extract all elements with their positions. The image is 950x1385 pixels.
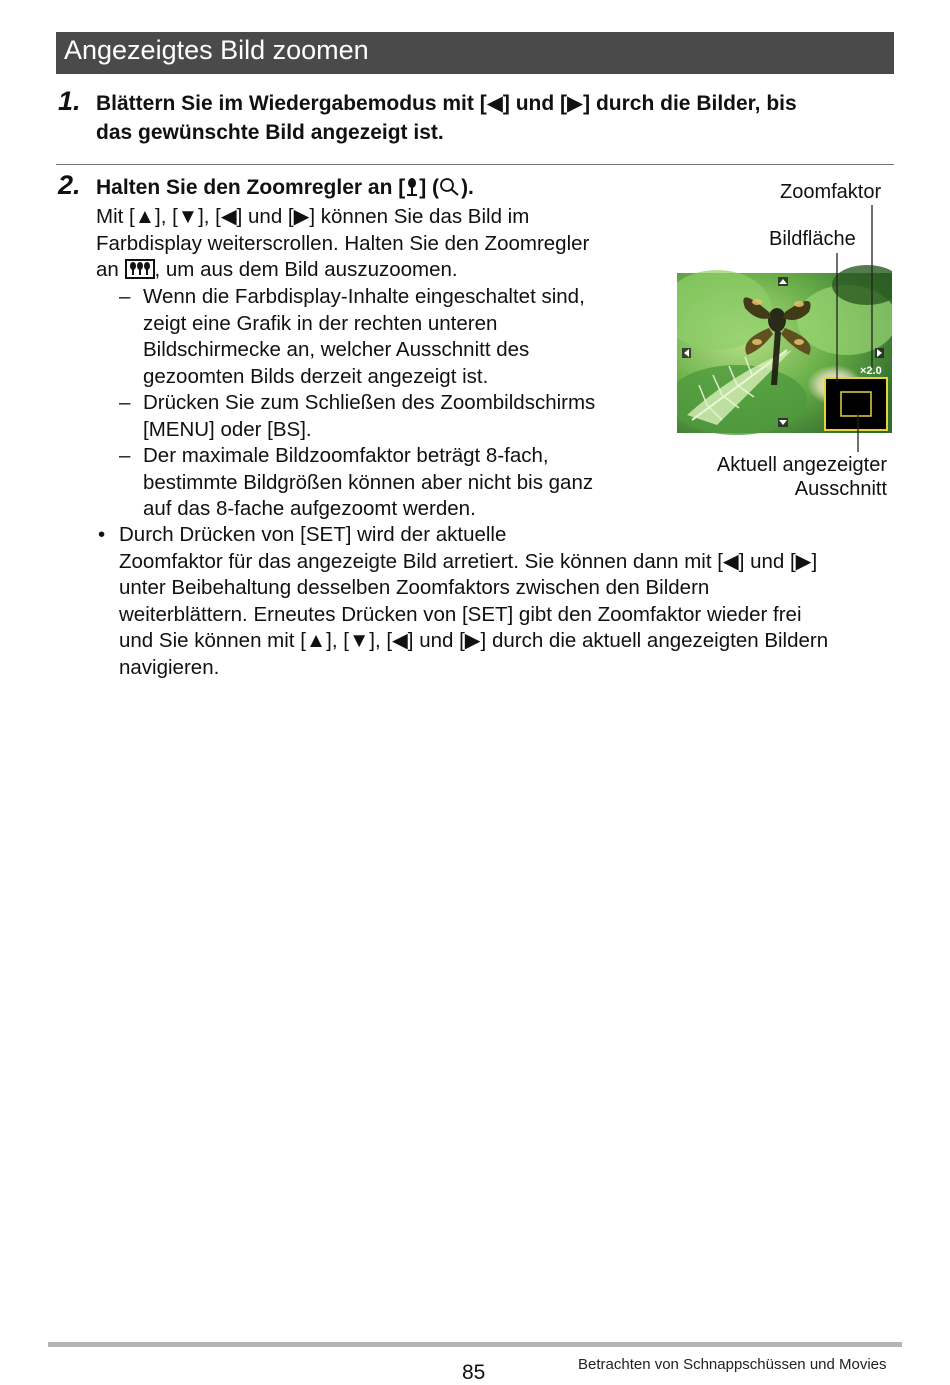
body-line: Farbdisplay weiterscrollen. Halten Sie den Zoomregler [96, 231, 590, 255]
zoom-screen-figure [677, 200, 892, 465]
step-2-body [96, 204, 656, 287]
dash-list-item: – Wenn die Farbdisplay-Inhalte eingeschaltet sind, zeigt eine Grafik in der rechten unteren Bildschirmecke an, welcher Ausschnitt des gezoomten Bilds derzeit angezeigt ist. [119, 285, 585, 388]
zoom-in-tele-icon [405, 176, 419, 205]
footer-rule [48, 1342, 902, 1347]
step-1-line-1: Blättern Sie im Wiedergabemodus mit [◀] und [▶] durch die Bilder, bis [96, 92, 797, 115]
step-2-number: 2. [58, 170, 81, 200]
body-line: Mit [▲], [▼], [◀] und [▶] können Sie das Bild im [96, 205, 530, 228]
zoom-factor-readout: ×2.0 [860, 365, 882, 377]
step-1-line-2: das gewünschte Bild angezeigt ist. [96, 121, 444, 144]
label-bildflaeche: Bildfläche [769, 228, 856, 250]
label-zoomfaktor: Zoomfaktor [780, 181, 882, 203]
body-line: an , um aus dem Bild auszuzoomen. [96, 257, 656, 287]
step-1-number: 1. [58, 86, 81, 116]
page-number: 85 [462, 1361, 486, 1384]
zoom-out-wide-icon [125, 259, 155, 287]
dash-list-item: – Drücken Sie zum Schließen des Zoombildschirms [MENU] oder [BS]. [119, 391, 596, 441]
current-section-frame [841, 392, 871, 416]
magnifier-icon [439, 176, 461, 205]
dash-list-item: – Der maximale Bildzoomfaktor beträgt 8-fach, bestimmte Bildgrößen können aber nicht bis ganz auf das 8-fache aufgezoomt werden. [119, 444, 594, 520]
step-2-heading: Halten Sie den Zoomregler an [ ] ( ). [96, 173, 474, 205]
bullet-list-item: • Durch Drücken von [SET] wird der aktuelle Zoomfaktor für das angezeigte Bild arretiert. Sie können dann mit [◀] und [▶] unter Beibehaltung desselben Zoomfaktors zwischen den Bildern weiterblättern. Erneutes Drücken von [SET] gibt den Zoomfaktor wieder frei und Sie können mit [▲], [▼], [◀] und [▶] durch die aktuell angezeigten Bildern navigieren. [98, 523, 829, 679]
step-divider [56, 164, 894, 165]
section-title: Angezeigtes Bild zoomen [56, 32, 894, 74]
chapter-title: Betrachten von Schnappschüssen und Movies [578, 1356, 887, 1373]
label-aktueller-ausschnitt: Aktuell angezeigter Ausschnitt [716, 454, 887, 500]
step-1-text [96, 89, 797, 147]
dragonfly-photo [677, 265, 892, 435]
